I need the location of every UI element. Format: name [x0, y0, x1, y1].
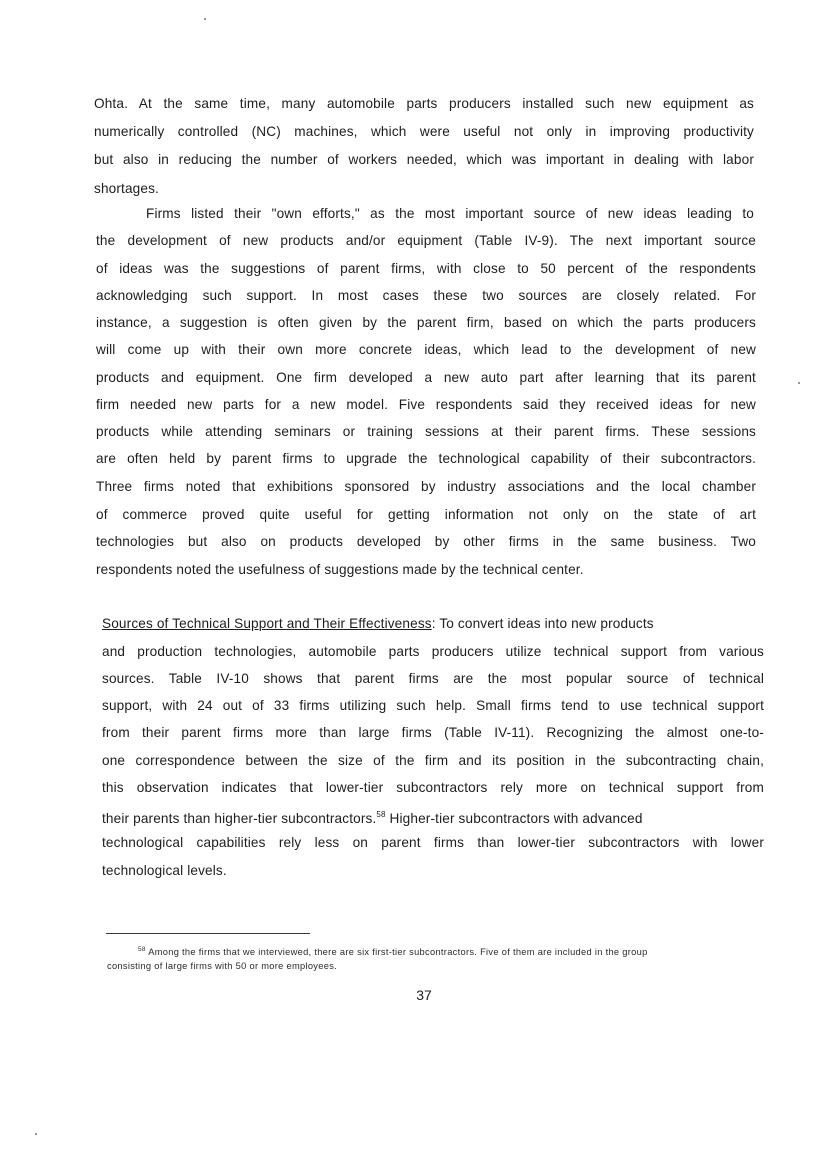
footnote-line: consisting of large firms with 50 or more employees.	[107, 961, 338, 971]
text-line: this observation indicates that lower-tier subcontractors rely more on technical support from	[102, 780, 764, 795]
section-heading: Sources of Technical Support and Their Effectiveness	[102, 616, 432, 631]
text-line: the development of new products and/or equipment (Table IV-9). The next important source	[96, 233, 756, 248]
footnote-reference: 58	[376, 810, 386, 819]
text-line: of ideas was the suggestions of parent firms, with close to 50 percent of the respondents	[96, 261, 756, 276]
scan-speck	[35, 1133, 37, 1135]
text-line: support, with 24 out of 33 firms utilizing such help. Small firms tend to use technical support	[102, 698, 764, 713]
text-line: Firms listed their "own efforts," as the most important source of new ideas leading to	[146, 206, 754, 221]
footnote-divider	[106, 933, 310, 934]
text-line: firm needed new parts for a new model. Five respondents said they received ideas for new	[96, 397, 756, 412]
text-line: will come up with their own more concrete ideas, which lead to the development of new	[96, 342, 756, 357]
text-line: are often held by parent firms to upgrade the technological capability of their subcontractors.	[96, 451, 756, 466]
text-line: shortages.	[94, 181, 159, 196]
text-line: Three firms noted that exhibitions sponsored by industry associations and the local chamber	[96, 479, 756, 494]
text-fragment: their parents than higher-tier subcontractors.	[102, 811, 377, 826]
text-line: one correspondence between the size of the firm and its position in the subcontracting chain,	[102, 753, 764, 768]
footnote-text: Among the firms that we interviewed, there are six first-tier subcontractors. Five of them are included in the group	[145, 947, 648, 957]
text-line	[102, 807, 764, 827]
text-line	[102, 616, 762, 632]
scan-speck	[798, 382, 800, 384]
text-line: respondents noted the usefulness of suggestions made by the technical center.	[96, 562, 584, 577]
text-line: products and equipment. One firm developed a new auto part after learning that its parent	[96, 370, 756, 385]
text-line: technological levels.	[102, 863, 227, 878]
page-number: 37	[416, 987, 432, 1003]
text-line: but also in reducing the number of workers needed, which was important in dealing with labor	[94, 152, 754, 167]
text-line: instance, a suggestion is often given by the parent firm, based on which the parts producers	[96, 315, 756, 330]
scan-speck	[204, 18, 206, 20]
text-line: Ohta. At the same time, many automobile parts producers installed such new equipment as	[94, 96, 754, 111]
text-line: technological capabilities rely less on parent firms than lower-tier subcontractors with lower	[102, 835, 764, 850]
text-line: technologies but also on products developed by other firms in the same business. Two	[96, 534, 756, 549]
heading-continuation: : To convert ideas into new products	[431, 616, 654, 631]
text-fragment: Higher-tier subcontractors with advanced	[385, 811, 643, 826]
footnote-line	[138, 944, 648, 958]
footnote-marker: 58	[138, 946, 146, 953]
text-line: numerically controlled (NC) machines, which were useful not only in improving productivity	[94, 124, 754, 139]
text-line: from their parent firms more than large firms (Table IV-11). Recognizing the almost one-to-	[102, 725, 764, 740]
text-line: and production technologies, automobile parts producers utilize technical support from various	[102, 644, 764, 659]
text-line: of commerce proved quite useful for getting information not only on the state of art	[96, 507, 756, 522]
text-line: sources. Table IV-10 shows that parent firms are the most popular source of technical	[102, 671, 764, 686]
text-line: products while attending seminars or training sessions at their parent firms. These sessions	[96, 424, 756, 439]
text-line: acknowledging such support. In most cases these two sources are closely related. For	[96, 288, 756, 303]
